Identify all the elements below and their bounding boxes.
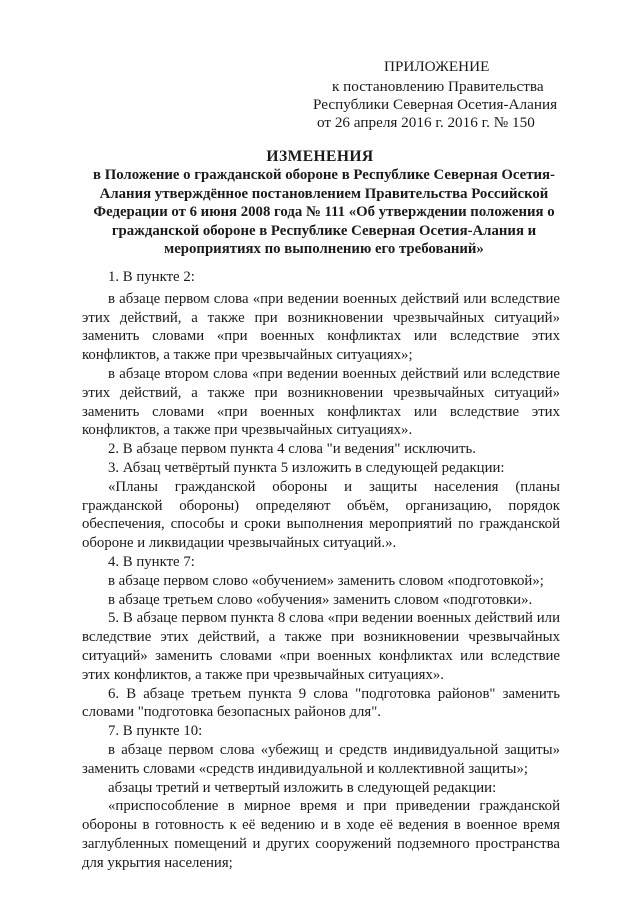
paragraph: в абзаце втором слова «при ведении военных действий или вследствие этих действий, а также при возникновении чрезвычайных ситуаций» заменить словами «при военных конфликтах или вследствие этих конфликтов, а также при чрезвычайных ситуациях». bbox=[82, 365, 560, 439]
document-title: ИЗМЕНЕНИЯ bbox=[266, 148, 374, 165]
paragraph: 5. В абзаце первом пункта 8 слова «при ведении военных действий или вследствие этих действий, а также при возникновении чрезвычайных ситуаций» заменить словами «при военных конфликтах или вследствие этих конфликтов, а также при чрезвычайных ситуациях». bbox=[82, 610, 560, 683]
paragraph: 6. В абзаце третьем пункта 9 слова "подготовка районов" заменить словами "подготовка безопасных районов для". bbox=[82, 685, 560, 721]
document-subtitle: в Положение о гражданской обороне в Республике Северная Осетия-Алания утверждённое постановлением Правительства Российской Федерации от 6 июня 2008 года № 111 «Об утверждении положения о гражданской обороне в Республике Северная Осетия-Алания и мероприятиях по выполнению его требований» bbox=[93, 167, 555, 258]
paragraph: 4. В пункте 7: bbox=[108, 553, 195, 570]
paragraph: в абзаце третьем слово «обучения» заменить словом «подготовки». bbox=[108, 591, 533, 608]
paragraph: 3. Абзац четвёртый пункта 5 изложить в следующей редакции: bbox=[108, 459, 505, 476]
paragraph: «Планы гражданской обороны и защиты населения (планы гражданской обороны) определяют объём, организацию, порядок обеспечения, способы и сроки выполнения мероприятий по гражданской обороне и ликвидации чрезвычайных ситуаций.». bbox=[82, 478, 560, 552]
appendix-line-2: Республики Северная Осетия-Алания bbox=[313, 96, 558, 113]
paragraph: в абзаце первом слова «при ведении военных действий или вследствие этих действий, а также при возникновении чрезвычайных ситуаций» заменить словами «при военных конфликтах или вследствие этих конфликтов, а также при чрезвычайных ситуациях»; bbox=[82, 290, 560, 364]
paragraph: 2. В абзаце первом пункта 4 слова "и ведения" исключить. bbox=[108, 441, 476, 458]
paragraph: в абзаце первом слова «убежищ и средств индивидуальной защиты» заменить словами «средств индивидуальной и коллективной защиты»; bbox=[82, 741, 560, 777]
appendix-line-3: от 26 апреля 2016 г. 2016 г. № 150 bbox=[317, 114, 535, 131]
paragraph: 1. В пункте 2: bbox=[108, 269, 195, 285]
document-body bbox=[82, 268, 560, 873]
paragraph: абзацы третий и четвертый изложить в следующей редакции: bbox=[108, 779, 497, 796]
appendix-heading: ПРИЛОЖЕНИЕ bbox=[384, 58, 490, 75]
appendix-line-1: к постановлению Правительства bbox=[332, 78, 544, 95]
paragraph: 7. В пункте 10: bbox=[108, 723, 203, 740]
paragraph: «приспособление в мирное время и при приведении гражданской обороны в готовность к её ведению и в ходе её ведения в военное время заглубленных помещений и других сооружений подземного пространства для укрытия населения; bbox=[82, 798, 560, 871]
paragraph: в абзаце первом слово «обучением» заменить словом «подготовкой»; bbox=[108, 572, 544, 589]
